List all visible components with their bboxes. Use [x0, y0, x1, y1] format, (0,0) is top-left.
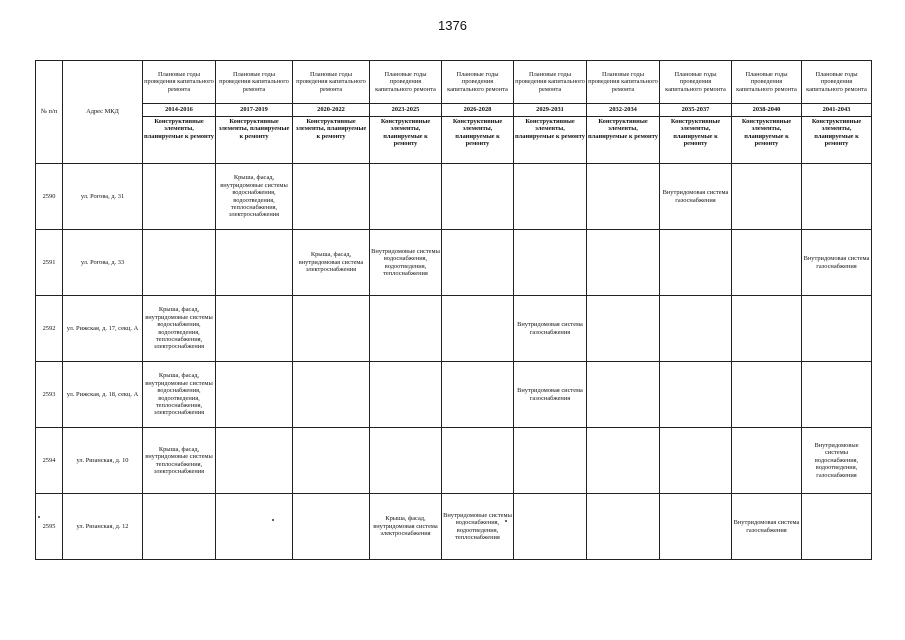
repair-elements-cell: [143, 494, 216, 560]
row-number: 2591: [36, 230, 63, 296]
repair-elements-cell: [216, 296, 293, 362]
repair-elements-cell: [442, 230, 514, 296]
repair-elements-cell: [587, 230, 660, 296]
repair-elements-cell: Внутридомовая система газоснабжения: [514, 296, 587, 362]
repair-elements-cell: [802, 494, 872, 560]
repair-elements-cell: [587, 362, 660, 428]
repair-elements-cell: [514, 164, 587, 230]
repair-elements-cell: [370, 428, 442, 494]
repair-elements-cell: [143, 164, 216, 230]
table-body: [36, 164, 872, 560]
repair-schedule-table: [35, 60, 872, 560]
repair-elements-cell: [514, 428, 587, 494]
repair-elements-cell: [216, 428, 293, 494]
header-row-elements: [36, 117, 872, 164]
repair-elements-cell: Внутридомовые системы водоснабжения, водоотведения, газоснабжения: [802, 428, 872, 494]
elements-header: Конструктивные элементы, планируемые к ремонту: [514, 117, 587, 164]
scan-speck: [38, 516, 40, 518]
repair-elements-cell: [732, 428, 802, 494]
repair-elements-cell: [370, 296, 442, 362]
repair-elements-cell: Крыша, фасад, внутридомовые системы водоснабжения, водоотведения, теплоснабжения, электроснабжения: [143, 362, 216, 428]
table-row: [36, 230, 872, 296]
repair-elements-cell: Крыша, фасад, внутридомовые системы водоснабжения, водоотведения, теплоснабжения, электроснабжения: [143, 296, 216, 362]
repair-elements-cell: Внутридомовые системы водоснабжения, водоотведения, теплоснабжения: [370, 230, 442, 296]
period-header: 2041-2043: [802, 104, 872, 117]
repair-elements-cell: [514, 230, 587, 296]
repair-elements-cell: [293, 296, 370, 362]
table-row: [36, 362, 872, 428]
period-header: 2029-2031: [514, 104, 587, 117]
elements-header: Конструктивные элементы, планируемые к ремонту: [802, 117, 872, 164]
planned-years-header: Плановые годы проведения капитального ремонта: [293, 61, 370, 104]
repair-elements-cell: [216, 230, 293, 296]
column-header-number: № п/п: [36, 61, 63, 164]
repair-elements-cell: [370, 362, 442, 428]
repair-elements-cell: [732, 362, 802, 428]
repair-elements-cell: Крыша, фасад, внутридомовая система электроснабжения: [370, 494, 442, 560]
planned-years-header: Плановые годы проведения капитального ремонта: [660, 61, 732, 104]
repair-elements-cell: Внутридомовая система газоснабжения: [660, 164, 732, 230]
row-address: ул. Рижская, д. 18, секц. А: [63, 362, 143, 428]
repair-elements-cell: Внутридомовая система газоснабжения: [802, 230, 872, 296]
period-header: 2026-2028: [442, 104, 514, 117]
elements-header: Конструктивные элементы, планируемые к ремонту: [587, 117, 660, 164]
table-row: [36, 428, 872, 494]
repair-elements-cell: [660, 230, 732, 296]
row-number: 2595: [36, 494, 63, 560]
repair-elements-cell: [143, 230, 216, 296]
repair-elements-cell: [802, 164, 872, 230]
repair-elements-cell: [660, 428, 732, 494]
row-address: ул. Рязанская, д. 10: [63, 428, 143, 494]
scan-speck: [272, 519, 274, 521]
period-header: 2038-2040: [732, 104, 802, 117]
period-header: 2023-2025: [370, 104, 442, 117]
elements-header: Конструктивные элементы, планируемые к ремонту: [143, 117, 216, 164]
repair-elements-cell: [587, 296, 660, 362]
repair-elements-cell: Крыша, фасад, внутридомовые системы водоснабжения, водоотведения, теплоснабжения, электроснабжения: [216, 164, 293, 230]
repair-elements-cell: [442, 164, 514, 230]
repair-elements-cell: [442, 428, 514, 494]
repair-elements-cell: [293, 164, 370, 230]
period-header: 2014-2016: [143, 104, 216, 117]
repair-elements-cell: [293, 494, 370, 560]
planned-years-header: Плановые годы проведения капитального ремонта: [143, 61, 216, 104]
column-header-address: Адрес МКД: [63, 61, 143, 164]
repair-elements-cell: [442, 362, 514, 428]
repair-elements-cell: [802, 362, 872, 428]
repair-elements-cell: [732, 296, 802, 362]
planned-years-header: Плановые годы проведения капитального ремонта: [442, 61, 514, 104]
repair-elements-cell: [660, 362, 732, 428]
planned-years-header: Плановые годы проведения капитального ремонта: [587, 61, 660, 104]
period-header: 2035-2037: [660, 104, 732, 117]
repair-elements-cell: [587, 494, 660, 560]
repair-elements-cell: Внутридомовая система газоснабжения: [732, 494, 802, 560]
repair-elements-cell: [293, 362, 370, 428]
elements-header: Конструктивные элементы, планируемые к ремонту: [442, 117, 514, 164]
row-address: ул. Рязанская, д. 12: [63, 494, 143, 560]
table-row: [36, 296, 872, 362]
row-number: 2592: [36, 296, 63, 362]
header-row-planned: [36, 61, 872, 104]
elements-header: Конструктивные элементы, планируемые к ремонту: [732, 117, 802, 164]
row-number: 2594: [36, 428, 63, 494]
row-number: 2593: [36, 362, 63, 428]
repair-elements-cell: [732, 230, 802, 296]
elements-header: Конструктивные элементы, планируемые к ремонту: [293, 117, 370, 164]
period-header: 2032-2034: [587, 104, 660, 117]
planned-years-header: Плановые годы проведения капитального ремонта: [802, 61, 872, 104]
repair-elements-cell: [802, 296, 872, 362]
repair-elements-cell: [293, 428, 370, 494]
scan-speck: [505, 520, 507, 522]
table-row: [36, 164, 872, 230]
repair-elements-cell: [660, 296, 732, 362]
repair-elements-cell: [732, 164, 802, 230]
repair-elements-cell: [587, 428, 660, 494]
elements-header: Конструктивные элементы, планируемые к ремонту: [216, 117, 293, 164]
elements-header: Конструктивные элементы, планируемые к ремонту: [370, 117, 442, 164]
row-number: 2590: [36, 164, 63, 230]
repair-elements-cell: Крыша, фасад, внутридомовые системы теплоснабжения, электроснабжения: [143, 428, 216, 494]
table-row: [36, 494, 872, 560]
planned-years-header: Плановые годы проведения капитального ремонта: [514, 61, 587, 104]
planned-years-header: Плановые годы проведения капитального ремонта: [370, 61, 442, 104]
repair-elements-cell: [442, 296, 514, 362]
planned-years-header: Плановые годы проведения капитального ремонта: [216, 61, 293, 104]
page-number: 1376: [438, 18, 467, 33]
row-address: ул. Рижская, д. 17, секц. А: [63, 296, 143, 362]
row-address: ул. Рогова, д. 31: [63, 164, 143, 230]
header-row-periods: [36, 104, 872, 117]
repair-elements-cell: [660, 494, 732, 560]
repair-elements-cell: [216, 494, 293, 560]
repair-elements-cell: [587, 164, 660, 230]
repair-elements-cell: Внутридомовая система газоснабжения: [514, 362, 587, 428]
repair-elements-cell: [370, 164, 442, 230]
elements-header: Конструктивные элементы, планируемые к ремонту: [660, 117, 732, 164]
repair-elements-cell: Внутридомовые системы водоснабжения, водоотведения, теплоснабжения: [442, 494, 514, 560]
period-header: 2017-2019: [216, 104, 293, 117]
row-address: ул. Рогова, д. 33: [63, 230, 143, 296]
repair-elements-cell: [216, 362, 293, 428]
repair-elements-cell: Крыша, фасад, внутридомовая система электроснабжения: [293, 230, 370, 296]
planned-years-header: Плановые годы проведения капитального ремонта: [732, 61, 802, 104]
repair-elements-cell: [514, 494, 587, 560]
period-header: 2020-2022: [293, 104, 370, 117]
